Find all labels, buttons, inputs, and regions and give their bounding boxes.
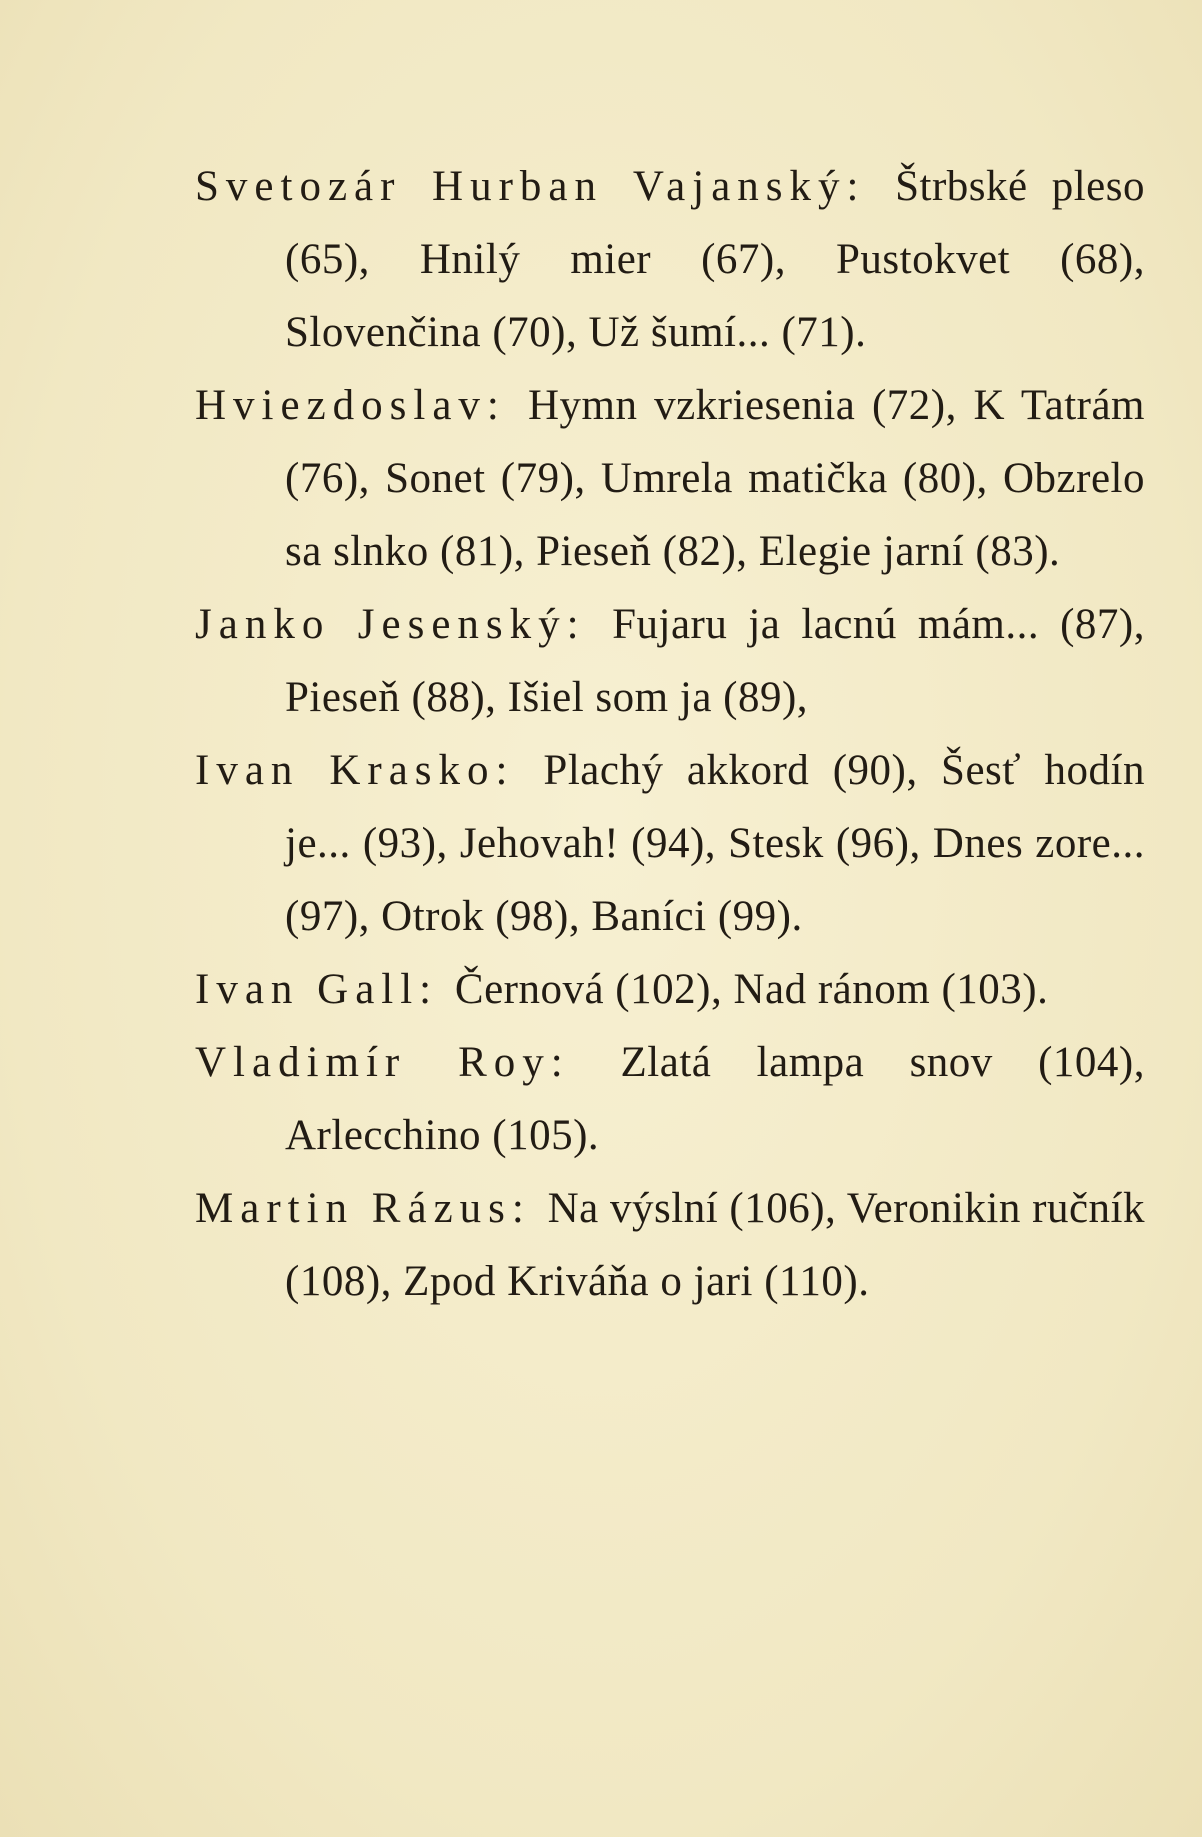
table-of-contents <box>195 150 1145 1318</box>
works-list: Zlatá lampa snov (104), Arlecchino (105). <box>285 1039 1146 1159</box>
works-list: Hymn vzkriesenia (72), K Tatrám (76), Sonet (79), Umrela matička (80), Obzrelo sa slnko (81), Pieseň (82), Elegie jarní (83). <box>285 382 1146 575</box>
works-list: Štrbské pleso (65), Hnilý mier (67), Pustokvet (68), Slovenčina (70), Už šumí... (71). <box>285 163 1145 356</box>
toc-entry-razus <box>195 1172 1145 1318</box>
toc-entry-gall <box>195 953 1145 1026</box>
author-name: Martin Rázus: <box>195 1185 531 1232</box>
toc-entry-hviezdoslav <box>195 369 1145 588</box>
author-name: Vladimír Roy: <box>195 1039 570 1086</box>
toc-entry-jesensky <box>195 588 1145 734</box>
author-name: Ivan Krasko: <box>195 747 515 794</box>
toc-entry-roy <box>195 1026 1145 1172</box>
author-name: Svetozár Hurban Vajanský: <box>195 163 866 210</box>
author-name: Janko Jesenský: <box>195 601 586 648</box>
author-name: Ivan Gall: <box>195 966 439 1013</box>
toc-entry-krasko <box>195 734 1145 953</box>
works-list: Fujaru ja lacnú mám... (87), Pieseň (88), Išiel som ja (89), <box>285 601 1145 721</box>
works-list: Černová (102), Nad ránom (103). <box>454 966 1049 1013</box>
author-name: Hviezdoslav: <box>195 382 506 429</box>
works-list: Na výslní (106), Veronikin ručník (108), Zpod Kriváňa o jari (110). <box>285 1185 1145 1305</box>
works-list: Plachý akkord (90), Šesť hodín je... (93), Jehovah! (94), Stesk (96), Dnes zore... (97), Otrok (98), Baníci (99). <box>285 747 1146 940</box>
toc-entry-vajansky <box>195 150 1145 369</box>
